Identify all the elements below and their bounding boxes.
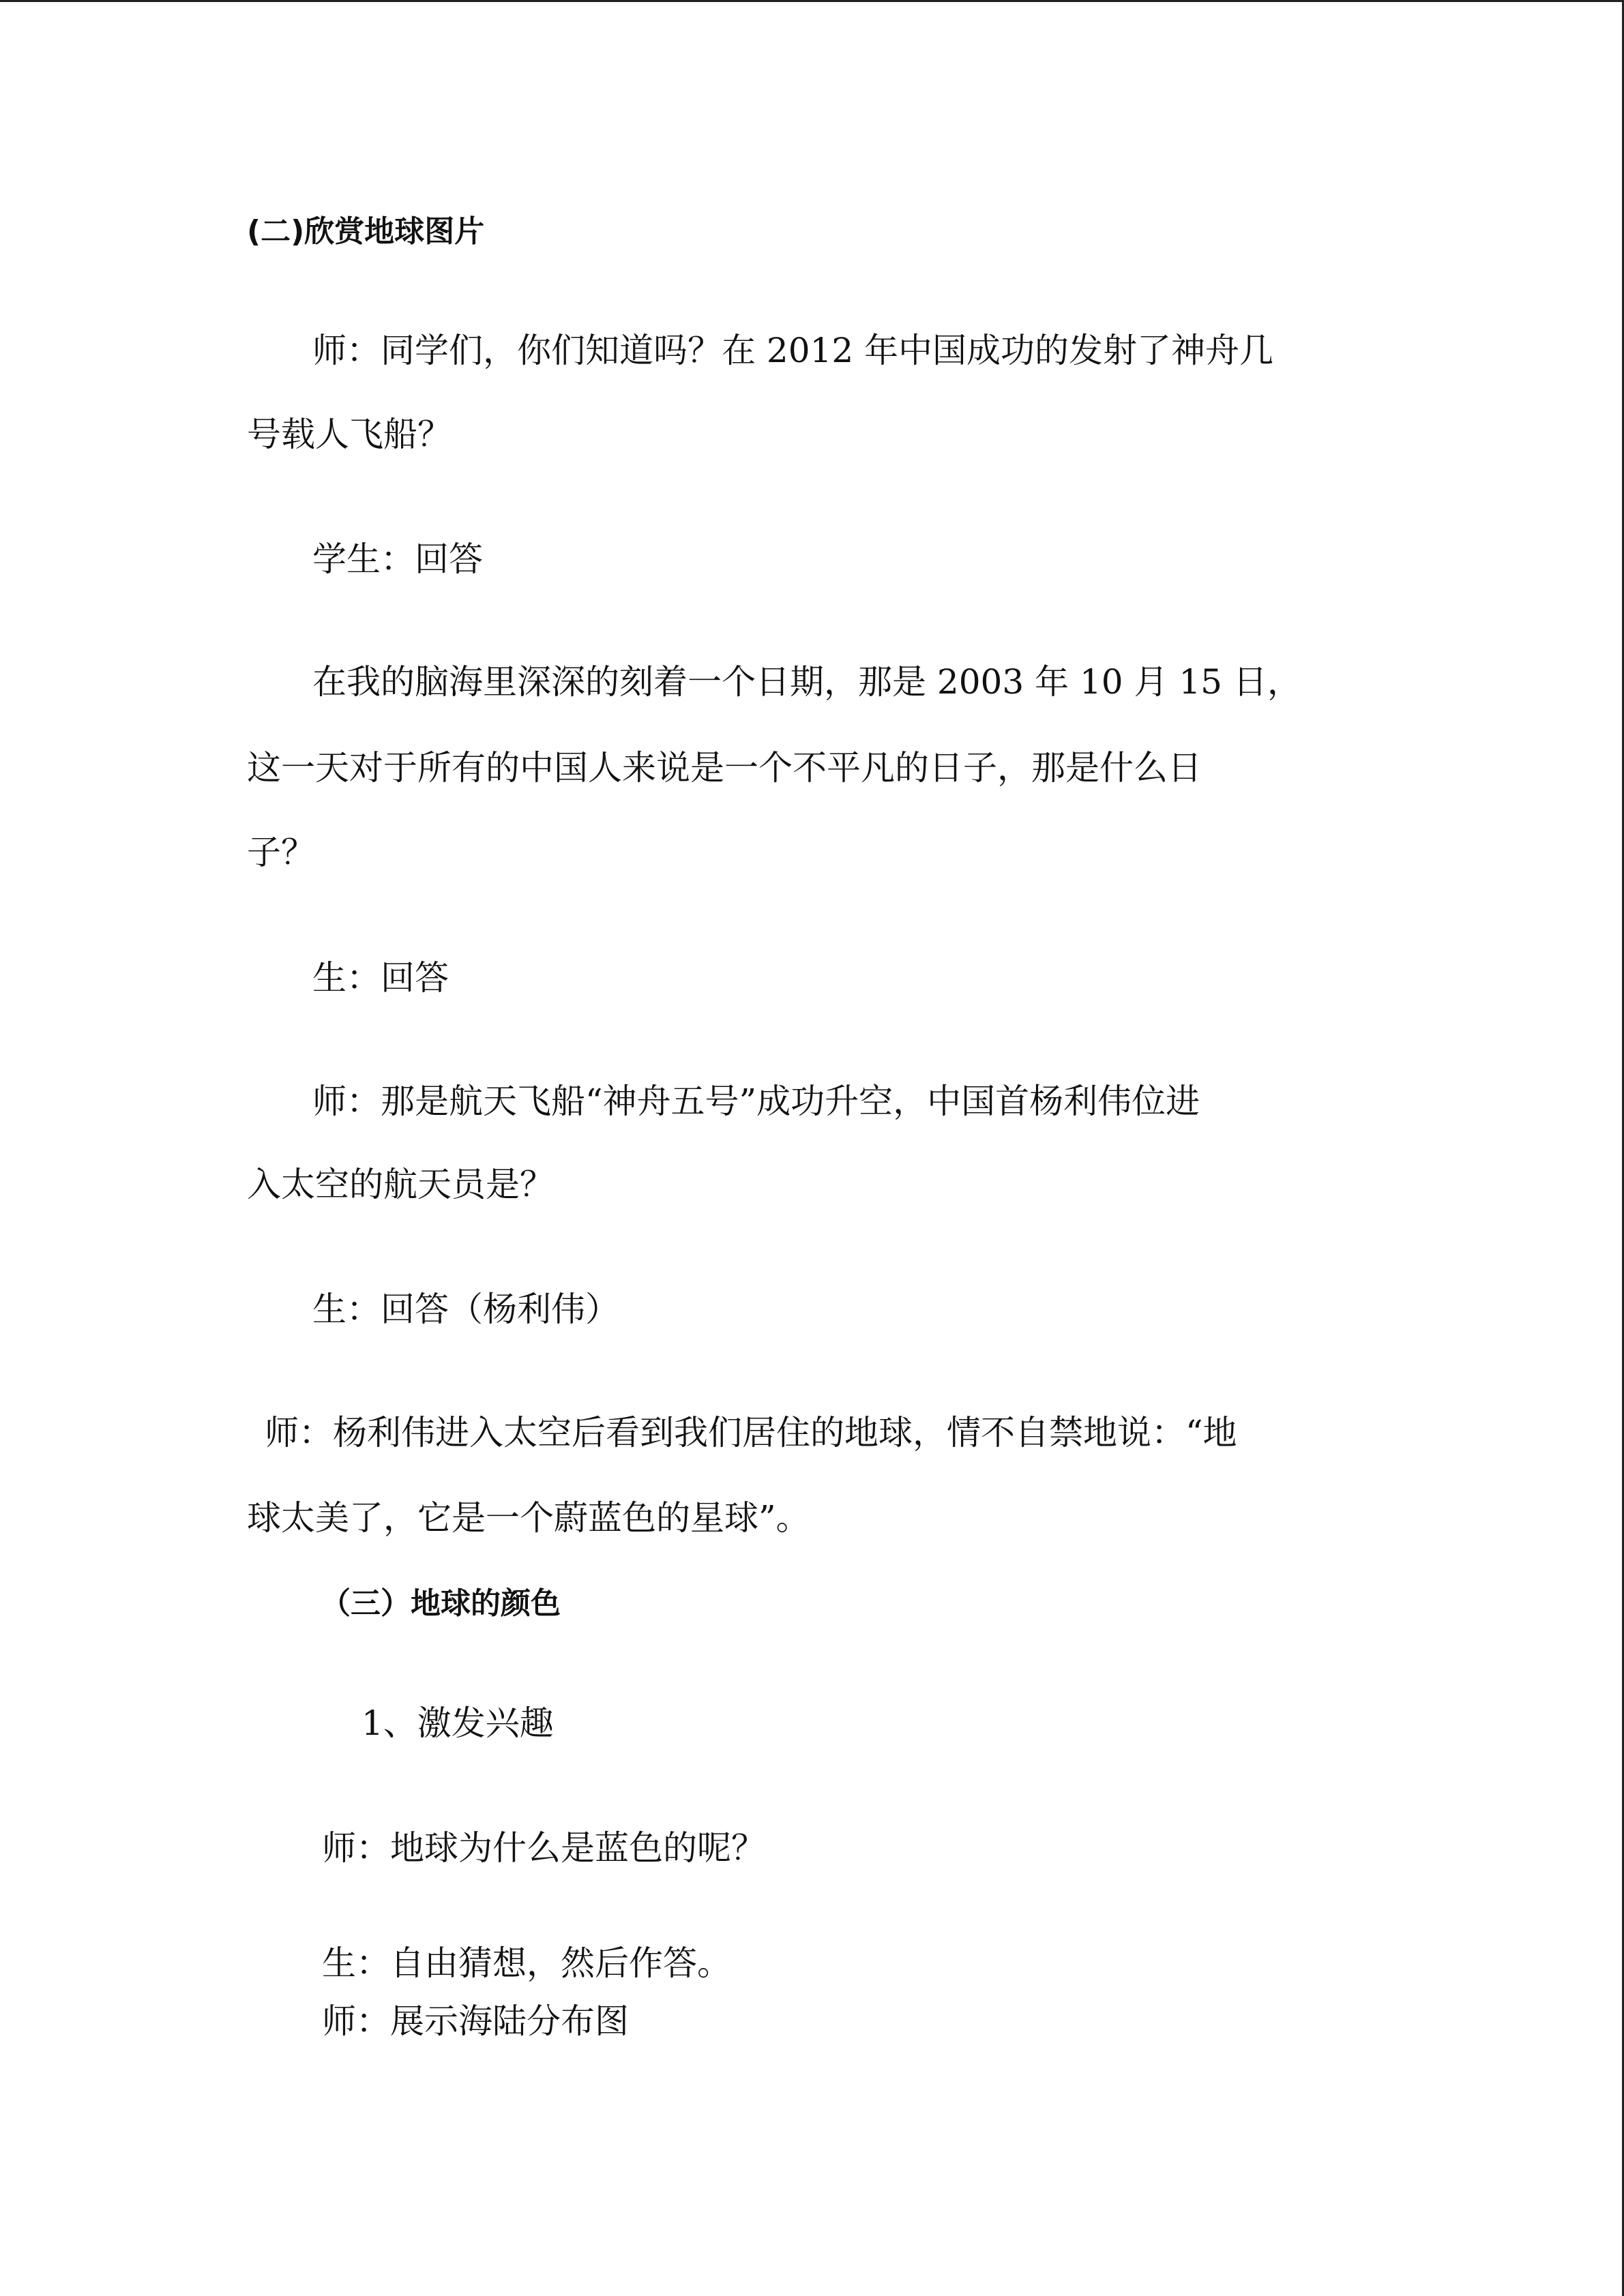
paragraph-8: 师：地球为什么是蓝色的呢？ [322, 1828, 765, 1868]
page-top-border [0, 0, 1624, 2]
paragraph-5-line-2: 入太空的航天员是？ [247, 1165, 554, 1204]
paragraph-7-line-1: 师：杨利伟进入太空后看到我们居住的地球，情不自禁地说：“地 [265, 1413, 1237, 1452]
paragraph-4: 生：回答 [312, 958, 449, 998]
paragraph-6: 生：回答（杨利伟） [312, 1289, 619, 1329]
paragraph-3-line-2: 这一天对于所有的中国人来说是一个不平凡的日子，那是什么日 [247, 748, 1202, 788]
paragraph-5-line-1: 师：那是航天飞船“神舟五号”成功升空，中国首杨利伟位进 [312, 1082, 1200, 1121]
paragraph-7-line-2: 球太美了，它是一个蔚蓝色的星球”。 [247, 1498, 810, 1538]
paragraph-10: 师：展示海陆分布图 [322, 2001, 629, 2041]
subheading-1: 1、激发兴趣 [361, 1703, 554, 1743]
paragraph-3-line-3: 子？ [247, 833, 315, 872]
paragraph-2: 学生：回答 [312, 539, 483, 579]
paragraph-1-line-2: 号载人飞船？ [247, 415, 452, 454]
paragraph-9: 生：自由猜想，然后作答。 [322, 1943, 731, 1983]
section-heading-2: (二)欣赏地球图片 [247, 214, 485, 249]
paragraph-1-line-1: 师：同学们，你们知道吗？在 2012 年中国成功的发射了神舟几 [312, 331, 1274, 370]
section-heading-3: （三）地球的颜色 [321, 1586, 561, 1621]
paragraph-3-line-1: 在我的脑海里深深的刻着一个日期，那是 2003 年 10 月 15 日， [312, 662, 1301, 702]
